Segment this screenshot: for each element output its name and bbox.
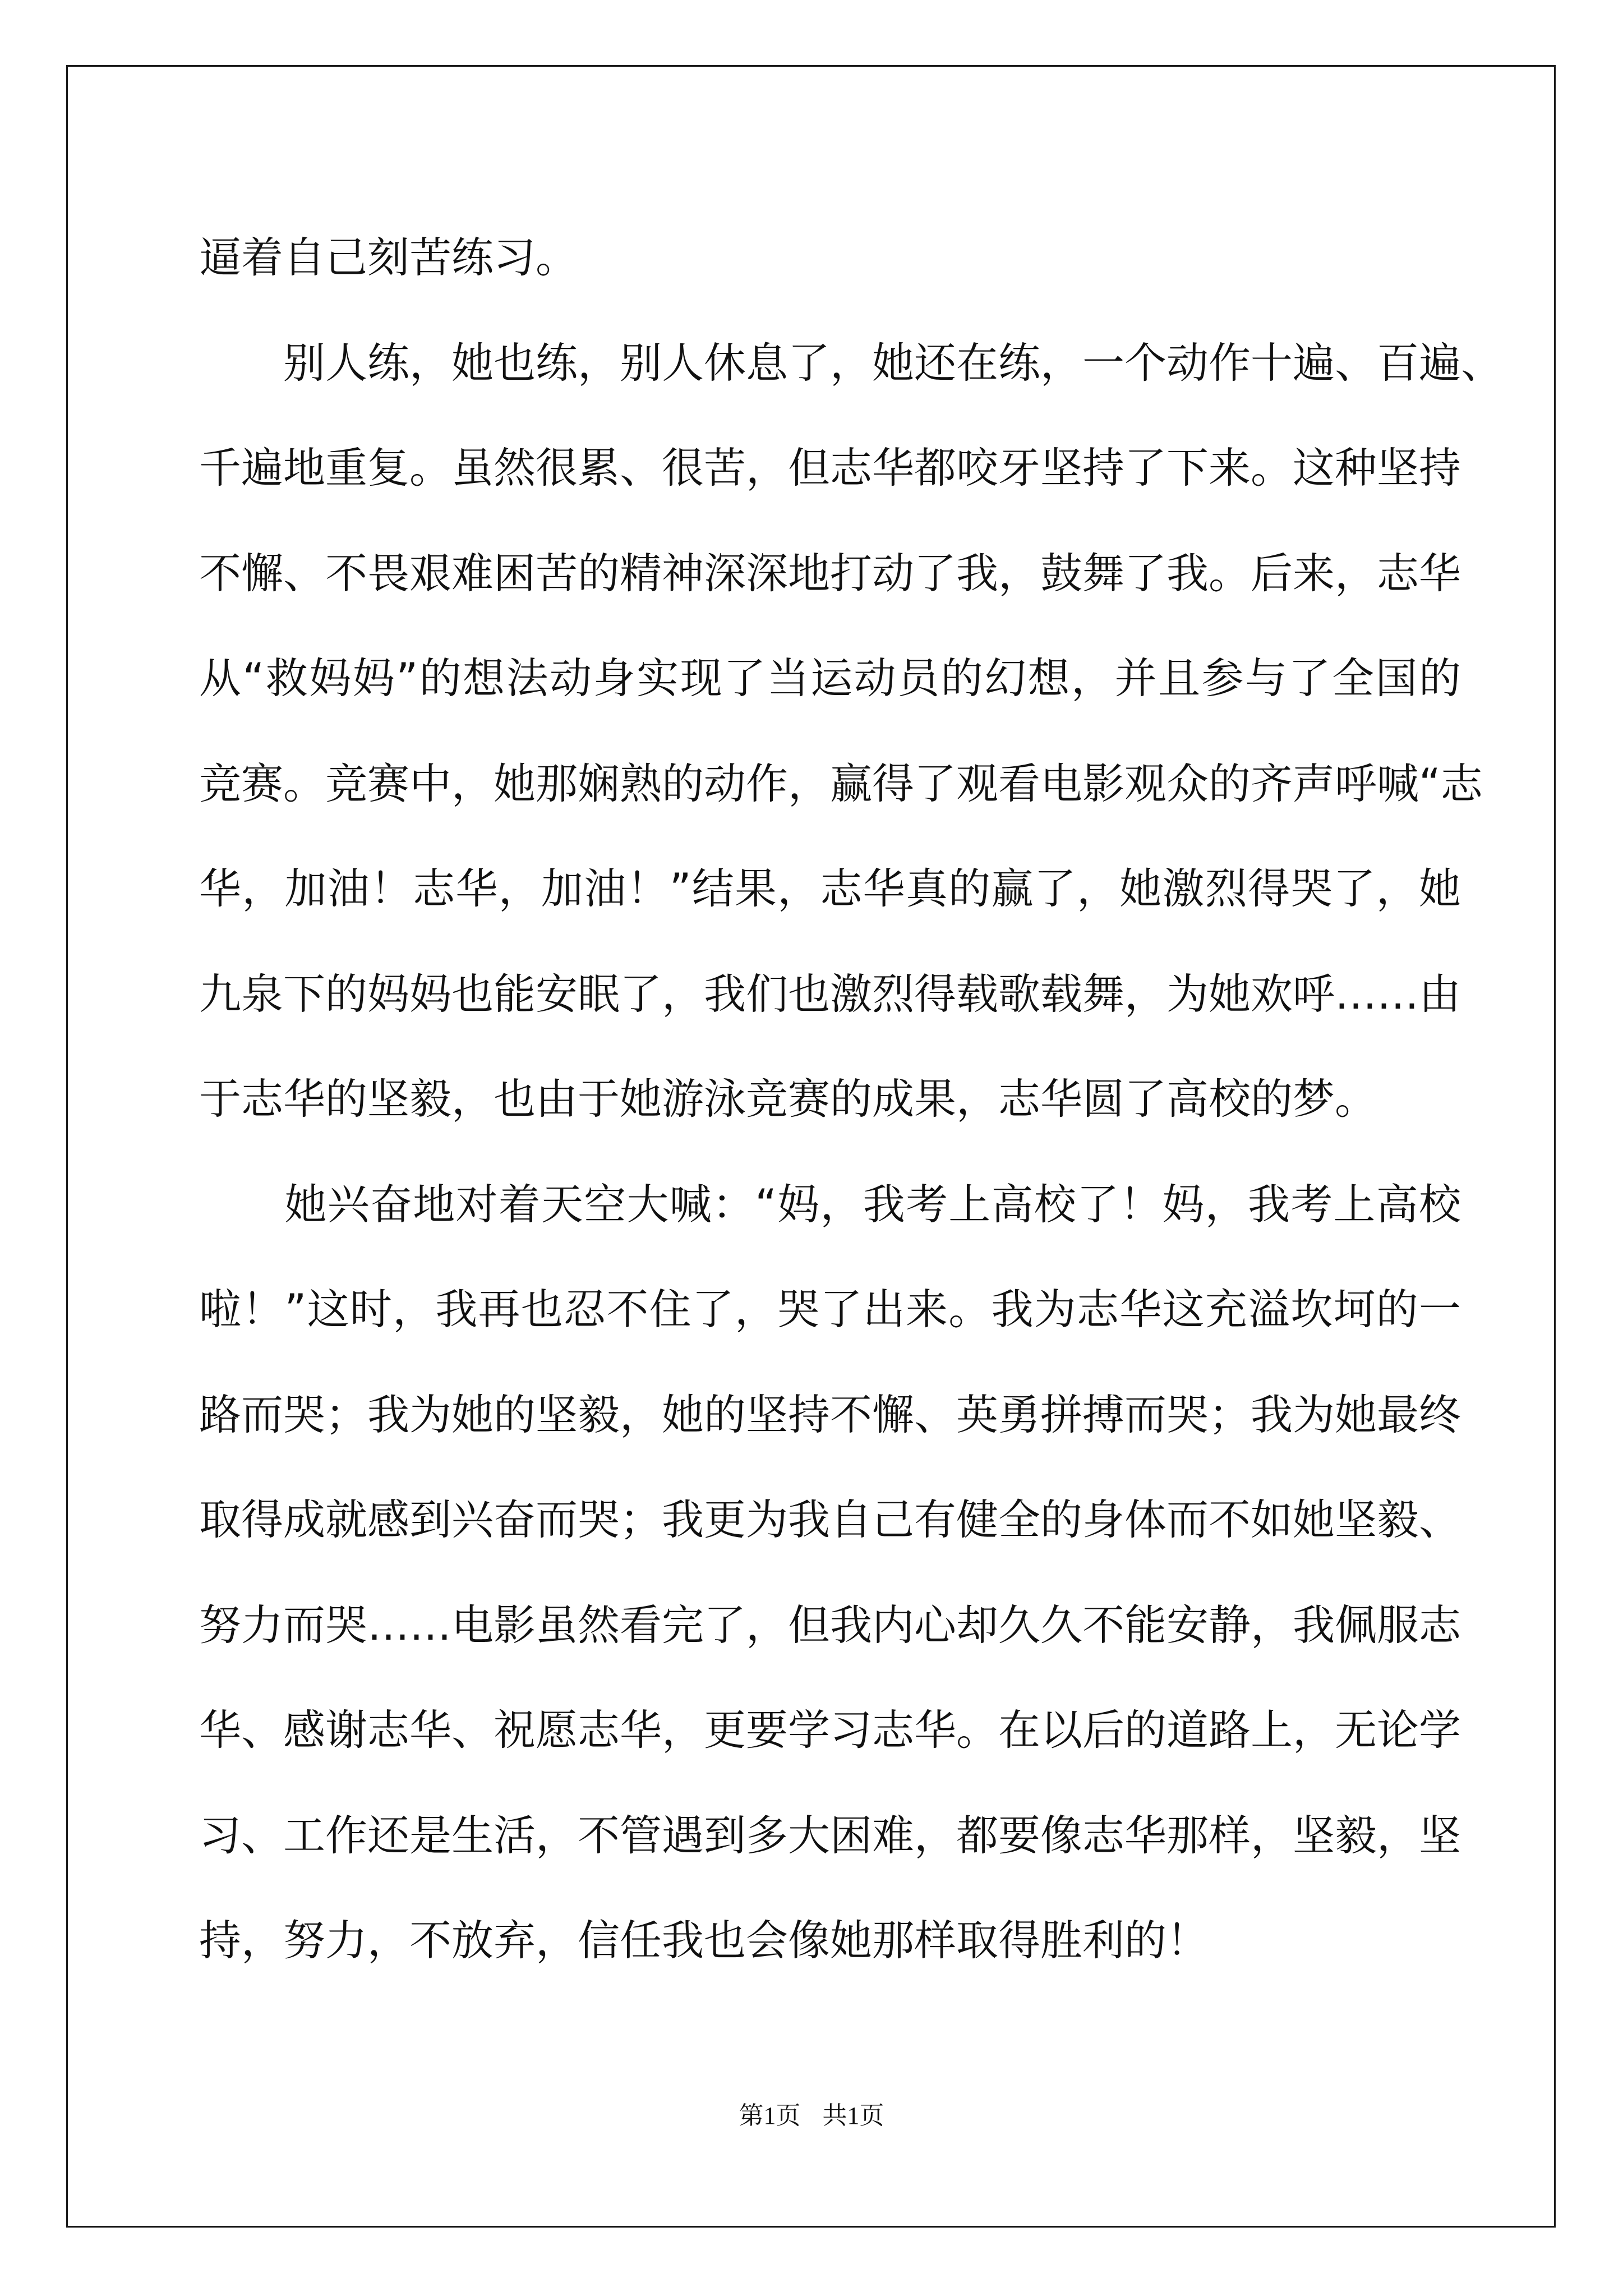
- text-line: 华，加油！志华，加油！”结果，志华真的赢了，她激烈得哭了，她: [199, 864, 1461, 913]
- text-line: 逼着自己刻苦练习。: [199, 233, 578, 282]
- text-line: 别人练，她也练，别人休息了，她还在练，一个动作十遍、百遍、: [199, 338, 1504, 388]
- page-total: 共1页: [822, 2102, 884, 2129]
- text-line: 路而哭；我为她的坚毅，她的坚持不懈、英勇拼搏而哭；我为她最终: [199, 1389, 1461, 1439]
- text-line: 啦！”这时，我再也忍不住了，哭了出来。我为志华这充溢坎坷的一: [199, 1285, 1461, 1334]
- text-line: 不懈、不畏艰难困苦的精神深深地打动了我，鼓舞了我。后来，志华: [199, 548, 1461, 598]
- document-body: [199, 205, 1504, 1994]
- text-line: 习、工作还是生活，不管遇到多大困难，都要像志华那样，坚毅，坚: [199, 1810, 1461, 1860]
- text-line: 她兴奋地对着天空大喊：“妈，我考上高校了！妈，我考上高校: [199, 1179, 1461, 1229]
- page-number: 第1页: [739, 2102, 801, 2129]
- text-line: 华、感谢志华、祝愿志华，更要学习志华。在以后的道路上，无论学: [199, 1705, 1461, 1755]
- text-line: 九泉下的妈妈也能安眠了，我们也激烈得载歌载舞，为她欢呼……由: [199, 969, 1461, 1019]
- text-line: 持，努力，不放弃，信任我也会像她那样取得胜利的！: [199, 1916, 1209, 1965]
- text-line: 从“救妈妈”的想法动身实现了当运动员的幻想，并且参与了全国的: [199, 654, 1461, 703]
- page-footer: [0, 2095, 1623, 2131]
- text-line: 于志华的坚毅，也由于她游泳竞赛的成果，志华圆了高校的梦。: [199, 1074, 1377, 1124]
- text-line: 竞赛。竞赛中，她那娴熟的动作，赢得了观看电影观众的齐声呼喊“志: [199, 758, 1483, 808]
- text-line: 努力而哭……电影虽然看完了，但我内心却久久不能安静，我佩服志: [199, 1600, 1461, 1650]
- text-line: 千遍地重复。虽然很累、很苦，但志华都咬牙坚持了下来。这种坚持: [199, 443, 1461, 493]
- text-line: 取得成就感到兴奋而哭；我更为我自己有健全的身体而不如她坚毅、: [199, 1495, 1461, 1544]
